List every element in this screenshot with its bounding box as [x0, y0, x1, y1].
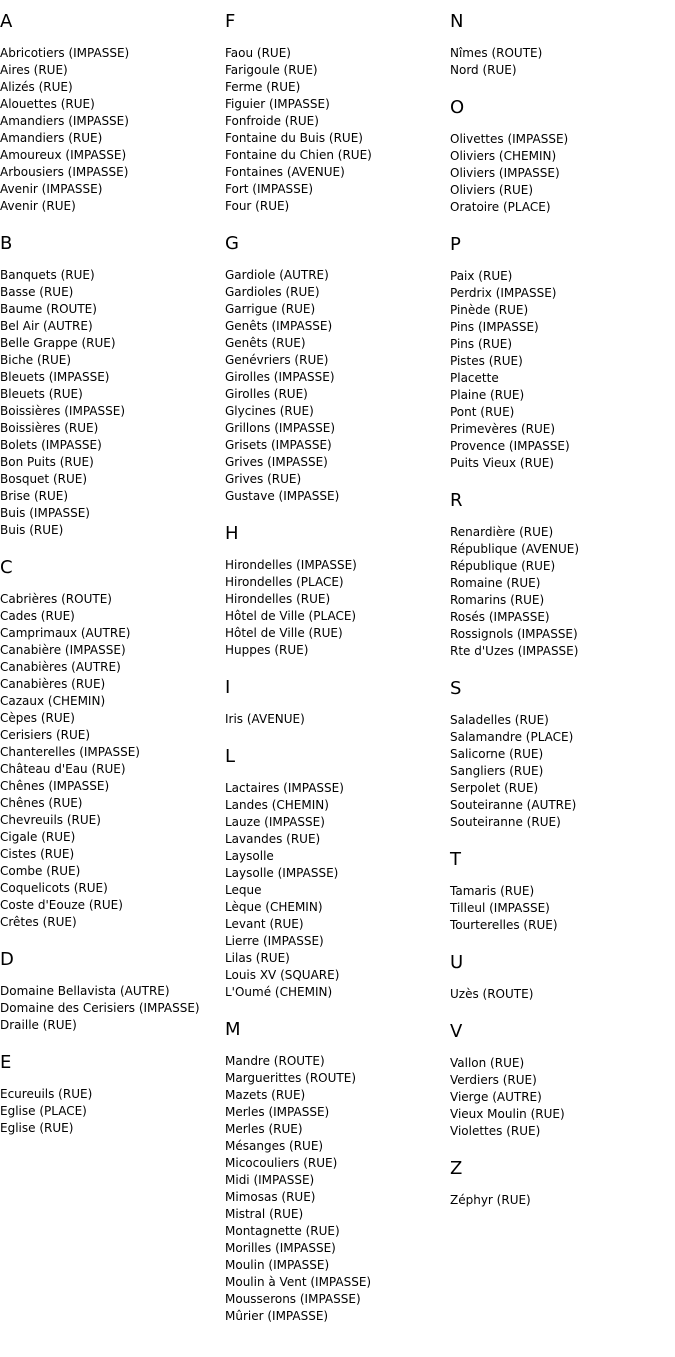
letter-heading: T — [450, 849, 461, 870]
street-link[interactable]: Oratoire (PLACE) — [450, 200, 551, 214]
street-link[interactable]: Cades (RUE) — [0, 609, 75, 623]
street-link[interactable]: Bon Puits (RUE) — [0, 455, 94, 469]
street-link[interactable]: Salamandre (PLACE) — [450, 730, 574, 744]
street-link[interactable]: Serpolet (RUE) — [450, 781, 539, 795]
street-link[interactable]: Cerisiers (RUE) — [0, 728, 91, 742]
street-link[interactable]: Canabières (RUE) — [0, 677, 106, 691]
street-link[interactable]: Figuier (IMPASSE) — [225, 97, 330, 111]
street-link[interactable]: Fonfroide (RUE) — [225, 114, 319, 128]
street-link[interactable]: Uzès (ROUTE) — [450, 987, 534, 1001]
street-link[interactable]: Gustave (IMPASSE) — [225, 489, 340, 503]
letter-heading: S — [450, 678, 462, 699]
street-link[interactable]: Montagnette (RUE) — [225, 1224, 340, 1238]
street-link[interactable]: Avenir (IMPASSE) — [0, 182, 103, 196]
street-link[interactable]: Bolets (IMPASSE) — [0, 438, 102, 452]
street-link[interactable]: Avenir (RUE) — [0, 199, 76, 213]
street-link[interactable]: Vallon (RUE) — [450, 1056, 525, 1070]
street-link[interactable]: Boissières (RUE) — [0, 421, 99, 435]
letter-heading: C — [0, 557, 13, 578]
street-link[interactable]: Cazaux (CHEMIN) — [0, 694, 106, 708]
letter-heading: R — [450, 490, 463, 511]
street-link[interactable]: Cabrières (ROUTE) — [0, 592, 112, 606]
street-link[interactable]: Huppes (RUE) — [225, 643, 309, 657]
street-list — [0, 267, 222, 539]
street-list — [450, 1192, 672, 1209]
street-link[interactable]: Ferme (RUE) — [225, 80, 301, 94]
street-link[interactable]: Pins (IMPASSE) — [450, 320, 539, 334]
street-link[interactable]: Eglise (RUE) — [0, 1121, 74, 1135]
street-link[interactable]: Nîmes (ROUTE) — [450, 46, 543, 60]
street-list — [450, 986, 672, 1003]
street-link[interactable]: Grives (IMPASSE) — [225, 455, 328, 469]
street-link[interactable]: Verdiers (RUE) — [450, 1073, 537, 1087]
street-link[interactable]: Mandre (ROUTE) — [225, 1054, 325, 1068]
street-link[interactable]: Landes (CHEMIN) — [225, 798, 329, 812]
street-link[interactable]: Provence (IMPASSE) — [450, 439, 570, 453]
letter-section — [450, 12, 672, 79]
street-link[interactable]: Hirondelles (PLACE) — [225, 575, 344, 589]
street-link[interactable]: Mazets (RUE) — [225, 1088, 306, 1102]
letter-section — [450, 1022, 672, 1140]
street-link[interactable]: Belle Grappe (RUE) — [0, 336, 116, 350]
street-link[interactable]: Lèque (CHEMIN) — [225, 900, 323, 914]
street-link[interactable]: Canabière (IMPASSE) — [0, 643, 126, 657]
street-link[interactable]: Rosés (IMPASSE) — [450, 610, 550, 624]
letter-section — [225, 524, 447, 659]
street-list — [225, 45, 447, 215]
letter-heading: M — [225, 1019, 241, 1040]
street-list — [450, 45, 672, 79]
street-link[interactable]: Laysolle (IMPASSE) — [225, 866, 339, 880]
street-link[interactable]: Amandiers (RUE) — [0, 131, 103, 145]
street-list — [0, 45, 222, 215]
street-link[interactable]: Brise (RUE) — [0, 489, 69, 503]
street-link[interactable]: Bosquet (RUE) — [0, 472, 88, 486]
street-link[interactable]: Oliviers (RUE) — [450, 183, 533, 197]
street-link[interactable]: Farigoule (RUE) — [225, 63, 318, 77]
street-link[interactable]: Salicorne (RUE) — [450, 747, 544, 761]
street-link[interactable]: Souteiranne (AUTRE) — [450, 798, 577, 812]
street-list — [450, 1055, 672, 1140]
street-link[interactable]: Violettes (RUE) — [450, 1124, 541, 1138]
street-link[interactable]: Moulin à Vent (IMPASSE) — [225, 1275, 372, 1289]
street-link[interactable]: Genêts (RUE) — [225, 336, 306, 350]
street-link[interactable]: Cigale (RUE) — [0, 830, 76, 844]
letter-section — [0, 234, 222, 539]
index-column-3 — [450, 0, 672, 1228]
letter-section — [225, 12, 447, 215]
street-link[interactable]: Fontaines (AVENUE) — [225, 165, 345, 179]
street-list — [450, 268, 672, 472]
letter-section — [225, 1020, 447, 1325]
letter-section — [450, 491, 672, 660]
street-link[interactable]: Abricotiers (IMPASSE) — [0, 46, 130, 60]
street-link[interactable]: Merles (IMPASSE) — [225, 1105, 330, 1119]
letter-heading: A — [0, 11, 13, 32]
street-link[interactable]: Marguerittes (ROUTE) — [225, 1071, 357, 1085]
letter-heading: I — [225, 677, 231, 698]
street-link[interactable]: Girolles (RUE) — [225, 387, 308, 401]
street-link[interactable]: Pins (RUE) — [450, 337, 513, 351]
street-link[interactable]: Tourterelles (RUE) — [450, 918, 558, 932]
street-list — [225, 780, 447, 1001]
street-link[interactable]: Moulin (IMPASSE) — [225, 1258, 330, 1272]
street-list — [450, 524, 672, 660]
street-link[interactable]: Rte d'Uzes (IMPASSE) — [450, 644, 579, 658]
street-link[interactable]: Faou (RUE) — [225, 46, 291, 60]
letter-heading: E — [0, 1052, 12, 1073]
street-link[interactable]: Placette — [450, 371, 499, 385]
street-link[interactable]: Perdrix (IMPASSE) — [450, 286, 557, 300]
street-link[interactable]: Canabières (AUTRE) — [0, 660, 121, 674]
letter-heading: F — [225, 11, 236, 32]
letter-section — [450, 679, 672, 831]
street-link[interactable]: Amandiers (IMPASSE) — [0, 114, 129, 128]
letter-section — [450, 1159, 672, 1209]
street-link[interactable]: Buis (RUE) — [0, 523, 64, 537]
street-link[interactable]: Olivettes (IMPASSE) — [450, 132, 569, 146]
street-link[interactable]: Hôtel de Ville (PLACE) — [225, 609, 357, 623]
street-list — [0, 1086, 222, 1137]
street-link[interactable]: Draille (RUE) — [0, 1018, 77, 1032]
street-link[interactable]: Combe (RUE) — [0, 864, 81, 878]
street-link[interactable]: Tamaris (RUE) — [450, 884, 535, 898]
street-link[interactable]: Domaine des Cerisiers (IMPASSE) — [0, 1001, 200, 1015]
letter-heading: G — [225, 233, 239, 254]
street-link[interactable]: Grives (RUE) — [225, 472, 302, 486]
street-link[interactable]: Crêtes (RUE) — [0, 915, 77, 929]
street-link[interactable]: Merles (RUE) — [225, 1122, 303, 1136]
index-column-1 — [0, 0, 222, 1156]
letter-heading: O — [450, 97, 465, 118]
street-link[interactable]: Bleuets (IMPASSE) — [0, 370, 110, 384]
street-link[interactable]: Bleuets (RUE) — [0, 387, 83, 401]
letter-section — [450, 235, 672, 472]
street-link[interactable]: Chanterelles (IMPASSE) — [0, 745, 140, 759]
street-link[interactable]: Souteiranne (RUE) — [450, 815, 561, 829]
street-link[interactable]: Bel Air (AUTRE) — [0, 319, 93, 333]
street-link[interactable]: Boissières (IMPASSE) — [0, 404, 125, 418]
street-list — [225, 711, 447, 728]
letter-section — [450, 850, 672, 934]
street-link[interactable]: Renardière (RUE) — [450, 525, 554, 539]
street-link[interactable]: Arbousiers (IMPASSE) — [0, 165, 129, 179]
letter-section — [450, 953, 672, 1003]
street-link[interactable]: Fontaine du Buis (RUE) — [225, 131, 363, 145]
street-link[interactable]: Morilles (IMPASSE) — [225, 1241, 336, 1255]
letter-heading: U — [450, 952, 464, 973]
street-link[interactable]: Rossignols (IMPASSE) — [450, 627, 578, 641]
street-link[interactable]: Zéphyr (RUE) — [450, 1193, 531, 1207]
letter-section — [0, 558, 222, 931]
street-link[interactable]: Pistes (RUE) — [450, 354, 523, 368]
street-link[interactable]: Levant (RUE) — [225, 917, 304, 931]
street-link[interactable]: Vieux Moulin (RUE) — [450, 1107, 565, 1121]
index-column-2 — [225, 0, 447, 1344]
street-link[interactable]: Nord (RUE) — [450, 63, 517, 77]
street-link[interactable]: Alouettes (RUE) — [0, 97, 95, 111]
street-link[interactable]: Domaine Bellavista (AUTRE) — [0, 984, 170, 998]
street-link[interactable]: Garrigue (RUE) — [225, 302, 316, 316]
street-link[interactable]: Chênes (IMPASSE) — [0, 779, 110, 793]
street-link[interactable]: Iris (AVENUE) — [225, 712, 305, 726]
street-link[interactable]: Louis XV (SQUARE) — [225, 968, 340, 982]
street-link[interactable]: Romaine (RUE) — [450, 576, 541, 590]
letter-heading: V — [450, 1021, 463, 1042]
street-link[interactable]: Coquelicots (RUE) — [0, 881, 108, 895]
street-link[interactable]: Château d'Eau (RUE) — [0, 762, 126, 776]
street-link[interactable]: Laysolle — [225, 849, 274, 863]
letter-section — [225, 678, 447, 728]
street-link[interactable]: Oliviers (CHEMIN) — [450, 149, 557, 163]
street-link[interactable]: Mimosas (RUE) — [225, 1190, 316, 1204]
street-link[interactable]: L'Oumé (CHEMIN) — [225, 985, 333, 999]
street-link[interactable]: Gardioles (RUE) — [225, 285, 320, 299]
letter-heading: B — [0, 233, 13, 254]
street-link[interactable]: Sangliers (RUE) — [450, 764, 544, 778]
street-link[interactable]: Puits Vieux (RUE) — [450, 456, 554, 470]
street-link[interactable]: Hôtel de Ville (RUE) — [225, 626, 343, 640]
street-link[interactable]: Lactaires (IMPASSE) — [225, 781, 344, 795]
letter-section — [0, 12, 222, 215]
street-link[interactable]: Grisets (IMPASSE) — [225, 438, 332, 452]
street-link[interactable]: Chênes (RUE) — [0, 796, 83, 810]
street-link[interactable]: Mistral (RUE) — [225, 1207, 304, 1221]
street-list — [225, 557, 447, 659]
letter-heading: P — [450, 234, 461, 255]
street-link[interactable]: République (AVENUE) — [450, 542, 580, 556]
street-link[interactable]: Banquets (RUE) — [0, 268, 95, 282]
street-link[interactable]: Alizés (RUE) — [0, 80, 73, 94]
street-link[interactable]: Paix (RUE) — [450, 269, 513, 283]
letter-heading: N — [450, 11, 464, 32]
letter-section — [450, 98, 672, 216]
street-link[interactable]: Oliviers (IMPASSE) — [450, 166, 560, 180]
street-link[interactable]: Chevreuils (RUE) — [0, 813, 101, 827]
street-link[interactable]: Cistes (RUE) — [0, 847, 75, 861]
street-link[interactable]: Amoureux (IMPASSE) — [0, 148, 127, 162]
street-link[interactable]: Fontaine du Chien (RUE) — [225, 148, 372, 162]
street-link[interactable]: Tilleul (IMPASSE) — [450, 901, 550, 915]
letter-heading: D — [0, 949, 14, 970]
street-link[interactable]: Primevères (RUE) — [450, 422, 556, 436]
street-link[interactable]: Pinède (RUE) — [450, 303, 529, 317]
street-link[interactable]: Girolles (IMPASSE) — [225, 370, 335, 384]
letter-section — [0, 950, 222, 1034]
street-link[interactable]: Hirondelles (IMPASSE) — [225, 558, 357, 572]
street-link[interactable]: Hirondelles (RUE) — [225, 592, 331, 606]
street-link[interactable]: Midi (IMPASSE) — [225, 1173, 315, 1187]
street-link[interactable]: Four (RUE) — [225, 199, 290, 213]
street-list — [0, 591, 222, 931]
street-link[interactable]: Biche (RUE) — [0, 353, 72, 367]
street-link[interactable]: République (RUE) — [450, 559, 556, 573]
street-link[interactable]: Genévriers (RUE) — [225, 353, 329, 367]
street-list — [450, 883, 672, 934]
street-link[interactable]: Saladelles (RUE) — [450, 713, 549, 727]
street-list — [225, 267, 447, 505]
street-link[interactable]: Mésanges (RUE) — [225, 1139, 324, 1153]
street-list — [225, 1053, 447, 1325]
street-link[interactable]: Ecureuils (RUE) — [0, 1087, 93, 1101]
street-link[interactable]: Glycines (RUE) — [225, 404, 314, 418]
street-link[interactable]: Genêts (IMPASSE) — [225, 319, 333, 333]
street-link[interactable]: Pont (RUE) — [450, 405, 515, 419]
street-link[interactable]: Lauze (IMPASSE) — [225, 815, 325, 829]
street-link[interactable]: Plaine (RUE) — [450, 388, 525, 402]
street-list — [0, 983, 222, 1034]
letter-heading: L — [225, 746, 236, 767]
street-link[interactable]: Coste d'Eouze (RUE) — [0, 898, 123, 912]
street-link[interactable]: Basse (RUE) — [0, 285, 74, 299]
letter-section — [225, 234, 447, 505]
letter-heading: H — [225, 523, 239, 544]
street-link[interactable]: Vierge (AUTRE) — [450, 1090, 542, 1104]
street-link[interactable]: Baume (ROUTE) — [0, 302, 97, 316]
letter-heading: Z — [450, 1158, 463, 1179]
street-link[interactable]: Grillons (IMPASSE) — [225, 421, 335, 435]
street-link[interactable]: Mûrier (IMPASSE) — [225, 1309, 329, 1323]
street-link[interactable]: Eglise (PLACE) — [0, 1104, 87, 1118]
letter-section — [225, 747, 447, 1001]
street-link[interactable]: Buis (IMPASSE) — [0, 506, 90, 520]
street-link[interactable]: Aires (RUE) — [0, 63, 68, 77]
street-link[interactable]: Fort (IMPASSE) — [225, 182, 314, 196]
letter-section — [0, 1053, 222, 1137]
street-list — [450, 712, 672, 831]
street-link[interactable]: Micocouliers (RUE) — [225, 1156, 338, 1170]
street-link[interactable]: Lierre (IMPASSE) — [225, 934, 324, 948]
street-link[interactable]: Cèpes (RUE) — [0, 711, 75, 725]
street-list — [450, 131, 672, 216]
street-link[interactable]: Lavandes (RUE) — [225, 832, 321, 846]
street-link[interactable]: Lilas (RUE) — [225, 951, 290, 965]
street-link[interactable]: Leque — [225, 883, 262, 897]
street-link[interactable]: Mousserons (IMPASSE) — [225, 1292, 361, 1306]
street-link[interactable]: Gardiole (AUTRE) — [225, 268, 329, 282]
street-link[interactable]: Camprimaux (AUTRE) — [0, 626, 131, 640]
street-link[interactable]: Romarins (RUE) — [450, 593, 545, 607]
